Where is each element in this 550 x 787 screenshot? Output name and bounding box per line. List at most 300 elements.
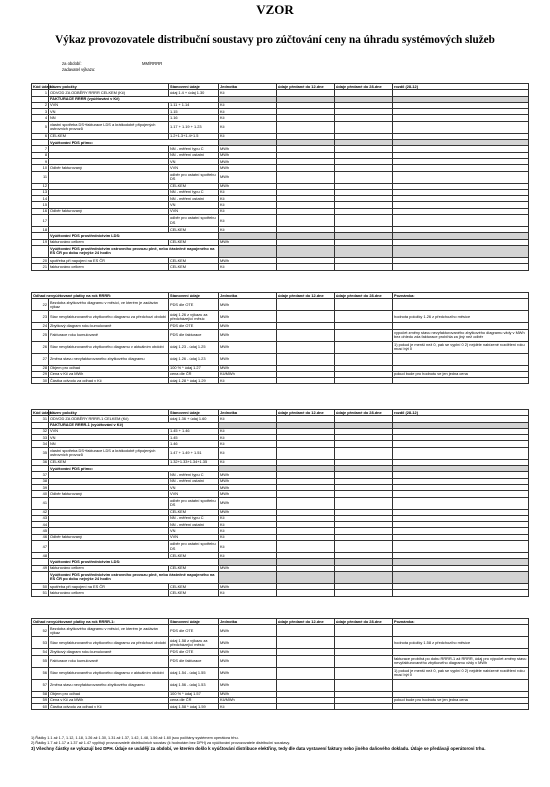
row-formula: CELKEM: [169, 553, 219, 559]
row-formula: CELKEM: [169, 227, 219, 233]
row-formula: PDS dle OTE: [169, 625, 219, 637]
row-note: [393, 590, 529, 596]
row-formula: PDS dle fakturace: [169, 329, 219, 341]
row-note: [393, 679, 529, 691]
row-code: 31: [32, 416, 49, 422]
row-name: VN: [49, 109, 169, 115]
row-code: 49: [32, 565, 49, 571]
row-name: vlastní spotřeba DS+fakturace LDS a krátkodobě připojených ostrovních provozů: [49, 447, 169, 459]
row-formula: CELKEM: [169, 565, 219, 571]
row-note: [393, 353, 529, 365]
row-unit: Kč/MWh: [219, 371, 277, 377]
document-subtitle: Výkaz provozovatele distribuční soustavy pro zúčtování ceny na úhradu systémových služeb: [55, 34, 495, 46]
table-row: [32, 590, 529, 596]
row-formula: údaj 1.28 * údaj 1.29: [169, 378, 219, 384]
row-name: Stav nevyfakturovaného zbytkového diagramu za předchozí období: [49, 311, 169, 323]
value-12th-input[interactable]: [277, 625, 335, 637]
row-formula: 1.2+1.3+1.4+1.5: [169, 133, 219, 139]
row-code: 10: [32, 165, 49, 171]
value-12th-input[interactable]: [277, 541, 335, 553]
row-note: pokud bude pro hodnotu ve jen jedna cena: [393, 371, 529, 377]
table-row: [32, 341, 529, 353]
row-name: Částka odvodu za odhad v Kč: [49, 704, 169, 710]
row-code: 21: [32, 264, 49, 270]
row-formula: VN: [169, 202, 219, 208]
value-28th-input[interactable]: [335, 378, 393, 384]
table-row: [32, 667, 529, 679]
row-formula: 1.45 + 1.46: [169, 428, 219, 434]
row-code: 45: [32, 528, 49, 534]
row-formula: cena dle ČR: [169, 371, 219, 377]
table-row: [32, 571, 529, 583]
meta-period: [62, 61, 163, 66]
table-row: [32, 378, 529, 384]
row-unit: MWh: [219, 484, 277, 490]
row-code: 59: [32, 697, 49, 703]
row-name: ODVOD ZA ODBĚRY RRRR CELKEM (Kč): [49, 90, 169, 96]
value-12th-input[interactable]: [277, 215, 335, 227]
table-row: [32, 171, 529, 183]
value-28th-input[interactable]: [335, 637, 393, 649]
value-12th-input[interactable]: [277, 704, 335, 710]
row-code: 54: [32, 649, 49, 655]
row-formula: CELKEM: [169, 264, 219, 270]
value-12th-input[interactable]: [277, 497, 335, 509]
row-name: VVN: [49, 428, 169, 434]
value-12th-input[interactable]: [277, 590, 335, 596]
row-code: 7: [32, 146, 49, 152]
header-cell: údaje předané do 12.dne: [277, 84, 335, 90]
row-formula: údaj 1.58 z výkazu za předcházející měsíc: [169, 637, 219, 649]
value-28th-input[interactable]: [335, 625, 393, 637]
row-formula: 100 % * údaj 1.57: [169, 691, 219, 697]
row-code: 11: [32, 171, 49, 183]
row-code: 57: [32, 679, 49, 691]
row-unit: MWh: [219, 655, 277, 667]
header-cell: Stanovení údaje: [169, 84, 219, 90]
row-code: 56: [32, 667, 49, 679]
row-unit: MWh: [219, 691, 277, 697]
row-unit: Kč: [219, 522, 277, 528]
header-cell: Poznámka:: [393, 619, 529, 625]
header-cell: Odhad nevyúčtované platby na rok RRRR:: [32, 293, 169, 299]
row-unit: Kč: [219, 515, 277, 521]
row-note: [393, 264, 529, 270]
row-code: 18: [32, 227, 49, 233]
row-code: 29: [32, 371, 49, 377]
row-note: [393, 171, 529, 183]
row-formula: VVN: [169, 534, 219, 540]
value-12th-input[interactable]: [277, 679, 335, 691]
row-unit: Kč: [219, 102, 277, 108]
row-name: Změna stavu nevyfakturovaného zbytkového diagramu: [49, 679, 169, 691]
row-formula: údaj 1.54 - údaj 1.55: [169, 667, 219, 679]
row-formula: 1.46: [169, 441, 219, 447]
row-note: [393, 215, 529, 227]
value-28th-input[interactable]: [335, 667, 393, 679]
row-unit: Kč: [219, 215, 277, 227]
row-note: [393, 541, 529, 553]
value-28th-input[interactable]: [335, 655, 393, 667]
row-formula: údaj 1.23 - údaj 1.25: [169, 341, 219, 353]
row-unit: Kč: [219, 121, 277, 133]
row-name: Bezdoba zbytkového diagramu v měsíci, ve kterém je zadáván výkaz: [49, 299, 169, 311]
row-name: [49, 171, 169, 183]
row-formula: 1.32+1.33+1.34+1.35: [169, 459, 219, 465]
row-code: 35: [32, 447, 49, 459]
row-unit: Kč: [219, 704, 277, 710]
row-code: 19: [32, 239, 49, 245]
row-unit: MWh: [219, 158, 277, 164]
header-cell: Jednotka: [219, 619, 277, 625]
section-label: Vyúčtování PDS prostřednictvím ostrovního provozu plně, nebo částečně napojeného na ES ČR po dobu nejvýše 24 hodin: [49, 245, 219, 257]
header-cell: Jednotka: [219, 293, 277, 299]
row-code: 48: [32, 553, 49, 559]
table-previous-year: [31, 409, 529, 597]
row-code: 5: [32, 121, 49, 133]
row-note: hodnota položky 1.58 z předchozího měsíce: [393, 637, 529, 649]
value-12th-input[interactable]: [277, 329, 335, 341]
row-name: fakturováno celkem: [49, 565, 169, 571]
section-label: Vyúčtování PDS prostřednictvím LDS:: [49, 233, 219, 239]
table-row: [32, 311, 529, 323]
row-formula: NN - měření typu C: [169, 146, 219, 152]
value-28th-input[interactable]: [335, 215, 393, 227]
row-name: vlastní spotřeba DS+fakturace LDS a krátkodobě připojených ostrovních provozů: [49, 121, 169, 133]
value-28th-input[interactable]: [335, 679, 393, 691]
row-code: 24: [32, 323, 49, 329]
row-unit: Kč: [219, 416, 277, 422]
row-formula: cena dle ČR: [169, 697, 219, 703]
row-unit: Kč: [219, 528, 277, 534]
table-cell: [393, 571, 529, 583]
value-12th-input[interactable]: [277, 655, 335, 667]
row-formula: PDS dle OTE: [169, 299, 219, 311]
header-cell: údaje předané do 28.dne: [335, 619, 393, 625]
row-code: 34: [32, 441, 49, 447]
row-name: [49, 541, 169, 553]
table-row: [32, 679, 529, 691]
value-28th-input[interactable]: [335, 353, 393, 365]
value-28th-input[interactable]: [335, 329, 393, 341]
row-formula: NN - měření ostatní: [169, 478, 219, 484]
value-28th-input[interactable]: [335, 264, 393, 270]
row-name: Cena v Kč za MWh: [49, 371, 169, 377]
row-name: Objem pro odhad: [49, 365, 169, 371]
table-cell: [277, 245, 335, 257]
row-code: 44: [32, 522, 49, 528]
row-unit: Kč: [219, 459, 277, 465]
footnote-2: 2) Řádky 1.7 až 1.17 a 1.37 až 1.47 vyplňují provozovatelé distribučních soustav (k hodnotám bez DPH) za vyúčtování provozovatele distribuční soustavy.: [31, 741, 291, 746]
row-formula: odběr pro ostatní spotřebu DS: [169, 171, 219, 183]
value-12th-input[interactable]: [277, 353, 335, 365]
row-name: Bezdoba zbytkového diagramu v měsíci, ve kterém je zadáván výkaz: [49, 625, 169, 637]
row-formula: odběr pro ostatní spotřebu DS: [169, 497, 219, 509]
header-cell: rozdíl (28-12): [393, 84, 529, 90]
row-code: 40: [32, 491, 49, 497]
row-unit: MWh: [219, 299, 277, 311]
row-unit: MWh: [219, 323, 277, 329]
row-code: 27: [32, 353, 49, 365]
value-28th-input[interactable]: [335, 121, 393, 133]
header-cell: údaje předané do 28.dne: [335, 410, 393, 416]
value-12th-input[interactable]: [277, 447, 335, 459]
row-formula: údaj 1.56 - údaj 1.53: [169, 679, 219, 691]
section-label: FAKTURACE RRRR (vyúčtování v Kč): [49, 96, 219, 102]
row-unit: MWh: [219, 365, 277, 371]
row-note: [393, 447, 529, 459]
row-unit: Kč: [219, 534, 277, 540]
row-formula: odběr pro ostatní spotřebu DS: [169, 215, 219, 227]
value-28th-input[interactable]: [335, 704, 393, 710]
row-name: Stav nevyfakturovaného zbytkového diagramu v aktuálním období: [49, 667, 169, 679]
row-code: 16: [32, 208, 49, 214]
row-code: [32, 245, 49, 257]
header-cell: Jednotka: [219, 410, 277, 416]
row-unit: Kč: [219, 133, 277, 139]
row-name: Odběr fakturovaný: [49, 208, 169, 214]
row-code: 20: [32, 257, 49, 263]
row-unit: Kč: [219, 208, 277, 214]
row-code: 60: [32, 704, 49, 710]
row-formula: údaj 1.4 + údaj 1.30: [169, 90, 219, 96]
footnotes: [31, 736, 531, 752]
row-name: [49, 497, 169, 509]
row-formula: 1.16: [169, 115, 219, 121]
row-code: 51: [32, 590, 49, 596]
row-code: 39: [32, 484, 49, 490]
row-formula: NN - měření ostatní: [169, 196, 219, 202]
value-28th-input[interactable]: [335, 590, 393, 596]
row-code: 13: [32, 189, 49, 195]
row-unit: MWh: [219, 679, 277, 691]
row-unit: Kč: [219, 428, 277, 434]
row-formula: odběr pro ostatní spotřebu DS: [169, 541, 219, 553]
row-unit: Kč: [219, 378, 277, 384]
row-code: 46: [32, 534, 49, 540]
value-12th-input[interactable]: [277, 311, 335, 323]
row-formula: 1.15: [169, 109, 219, 115]
row-code: 36: [32, 459, 49, 465]
header-cell: rozdíl (28-12): [393, 410, 529, 416]
table-row: [32, 655, 529, 667]
row-note: hodnota položky 1.26 z předchozího měsíce: [393, 311, 529, 323]
value-12th-input[interactable]: [277, 378, 335, 384]
row-unit: MWh: [219, 257, 277, 263]
row-name: CELKEM: [49, 459, 169, 465]
row-formula: VN: [169, 158, 219, 164]
row-unit: MWh: [219, 583, 277, 589]
value-28th-input[interactable]: [335, 171, 393, 183]
table-row: [32, 264, 529, 270]
submitter-label: zadavatel výkazu:: [62, 67, 96, 72]
table-estimate-current-year: [31, 292, 529, 384]
value-28th-input[interactable]: [335, 341, 393, 353]
row-code: 17: [32, 215, 49, 227]
table-row: [32, 245, 529, 257]
row-unit: Kč: [219, 189, 277, 195]
table-cell: [335, 571, 393, 583]
section-label: Vyúčtování PDS přímo:: [49, 466, 219, 472]
row-unit: Kč: [219, 202, 277, 208]
row-name: fakturováno celkem: [49, 264, 169, 270]
table-current-year: [31, 83, 529, 271]
row-name: Fakturace roku kumulovaně: [49, 655, 169, 667]
value-28th-input[interactable]: [335, 299, 393, 311]
table-row: [32, 497, 529, 509]
period-label: za období:: [62, 61, 82, 66]
section-label: Vyúčtování PDS prostřednictvím LDS:: [49, 559, 219, 565]
row-name: VVN: [49, 102, 169, 108]
row-name: Stav nevyfakturovaného zbytkového diagramu v aktuálním období: [49, 341, 169, 353]
value-28th-input[interactable]: [335, 311, 393, 323]
row-formula: 1.11 + 1.14: [169, 102, 219, 108]
row-code: 25: [32, 329, 49, 341]
row-code: 15: [32, 202, 49, 208]
row-formula: CELKEM: [169, 590, 219, 596]
row-formula: údaj 1.26 z výkazu za předcházející měsíc: [169, 311, 219, 323]
table-row: [32, 447, 529, 459]
document-title: VZOR: [256, 2, 294, 17]
value-12th-input[interactable]: [277, 637, 335, 649]
row-formula: 1.17 + 1.19 + 1.23: [169, 121, 219, 133]
row-note: [393, 704, 529, 710]
row-code: 26: [32, 341, 49, 353]
table-row: [32, 329, 529, 341]
row-unit: MWh: [219, 311, 277, 323]
value-12th-input[interactable]: [277, 667, 335, 679]
row-code: 58: [32, 691, 49, 697]
row-name: Fakturace roku kumulovaně: [49, 329, 169, 341]
row-unit: MWh: [219, 667, 277, 679]
row-code: [32, 571, 49, 583]
header-cell: Stanovení údaje: [169, 619, 219, 625]
row-formula: NN - měření typu C: [169, 472, 219, 478]
row-name: Zbytkový diagram roku kumulovaně: [49, 323, 169, 329]
value-28th-input[interactable]: [335, 497, 393, 509]
row-unit: MWh: [219, 183, 277, 189]
row-code: 1: [32, 90, 49, 96]
table-row: [32, 541, 529, 553]
row-code: 50: [32, 583, 49, 589]
meta-submitter: [62, 67, 95, 72]
row-unit: MWh: [219, 353, 277, 365]
row-unit: Kč: [219, 590, 277, 596]
row-formula: PDS dle OTE: [169, 649, 219, 655]
row-unit: MWh: [219, 472, 277, 478]
row-unit: Kč: [219, 553, 277, 559]
header-cell: Kód údaje: [33, 83, 52, 89]
header-cell: Poznámka:: [393, 293, 529, 299]
row-note: vypočet změny stavu nevyfakturovaného zbytkového diagramu vždy v MWh bez ohledu zda fakturace probíhla za jiný než odběr: [393, 329, 529, 341]
header-cell: údaje předané do 12.dne: [277, 410, 335, 416]
row-unit: Kč: [219, 227, 277, 233]
row-unit: Kč: [219, 447, 277, 459]
value-12th-input[interactable]: [277, 171, 335, 183]
footnote-3: 3) Všechny částky se vykazují bez DPH. Údaje se uvádějí za období, ve kterém došlo k vyúčtování distribuce elektřiny, tedy dle data vystavení faktury nebo jiného daňového dokladu. Údaje se předávají operátorovi trhu.: [31, 746, 486, 752]
table-cell: [393, 245, 529, 257]
row-code: 41: [32, 497, 49, 509]
period-value: MM/RRRR: [142, 61, 163, 66]
row-code: 2: [32, 102, 49, 108]
table-estimate-previous-year: [31, 618, 529, 710]
row-code: 43: [32, 515, 49, 521]
row-code: 30: [32, 378, 49, 384]
row-unit: Kč/MWh: [219, 697, 277, 703]
row-code: 22: [32, 299, 49, 311]
row-formula: VVN: [169, 208, 219, 214]
row-formula: VVN: [169, 165, 219, 171]
row-formula: CELKEM: [169, 183, 219, 189]
row-formula: PDS dle fakturace: [169, 655, 219, 667]
row-unit: MWh: [219, 478, 277, 484]
row-formula: VVN: [169, 491, 219, 497]
value-28th-input[interactable]: [335, 447, 393, 459]
row-code: 33: [32, 435, 49, 441]
table-row: [32, 704, 529, 710]
header-cell: Stanovení údaje: [169, 293, 219, 299]
table-row: [32, 121, 529, 133]
row-note: [393, 121, 529, 133]
table-cell: [335, 245, 393, 257]
header-cell: Název položky: [49, 84, 169, 90]
value-12th-input[interactable]: [277, 341, 335, 353]
row-unit: Kč: [219, 441, 277, 447]
row-code: 28: [32, 365, 49, 371]
header-cell: údaje předané do 12.dne: [277, 293, 335, 299]
row-name: spotřeba při napojení na ES ČR: [49, 583, 169, 589]
row-unit: MWh: [219, 152, 277, 158]
row-unit: MWh: [219, 491, 277, 497]
row-code: 6: [32, 133, 49, 139]
row-unit: Kč: [219, 264, 277, 270]
header-cell: Stanovení údaje: [169, 410, 219, 416]
footnote-1: 1) Řádky 1.1 až 1.7, 1.12, 1.18, 1.26 až 1.30, 1.31 až 1.37, 1.42, 1.48, 1.56 až 1.60 jsou počítány systémem operátora trhu.: [31, 736, 239, 740]
row-formula: CELKEM: [169, 257, 219, 263]
row-code: 3: [32, 109, 49, 115]
value-12th-input[interactable]: [277, 264, 335, 270]
row-formula: NN - měření ostatní: [169, 522, 219, 528]
row-code: 32: [32, 428, 49, 434]
row-formula: VN: [169, 528, 219, 534]
row-formula: údaj 1.26 - údaj 1.23: [169, 353, 219, 365]
row-formula: 100 % * údaj 1.27: [169, 365, 219, 371]
row-name: NN: [49, 115, 169, 121]
row-formula: VN: [169, 484, 219, 490]
row-name: [49, 215, 169, 227]
row-formula: NN - měření typu C: [169, 515, 219, 521]
table-row: [32, 215, 529, 227]
row-name: Odběr fakturovaný: [49, 165, 169, 171]
row-name: CELKEM: [49, 133, 169, 139]
row-code: 8: [32, 152, 49, 158]
value-12th-input[interactable]: [277, 121, 335, 133]
row-unit: MWh: [219, 565, 277, 571]
row-name: fakturováno celkem: [49, 239, 169, 245]
value-12th-input[interactable]: [277, 299, 335, 311]
row-name: spotřeba při napojení na ES ČR: [49, 257, 169, 263]
row-name: Změna stavu nevyfakturovaného zbytkového diagramu: [49, 353, 169, 365]
row-unit: MWh: [219, 497, 277, 509]
row-code: 4: [32, 115, 49, 121]
row-code: 12: [32, 183, 49, 189]
row-unit: Kč: [219, 115, 277, 121]
value-28th-input[interactable]: [335, 541, 393, 553]
row-unit: MWh: [219, 509, 277, 515]
header-cell: údaje předané do 12.dne: [277, 619, 335, 625]
row-formula: PDS dle OTE: [169, 323, 219, 329]
table-row: [32, 637, 529, 649]
